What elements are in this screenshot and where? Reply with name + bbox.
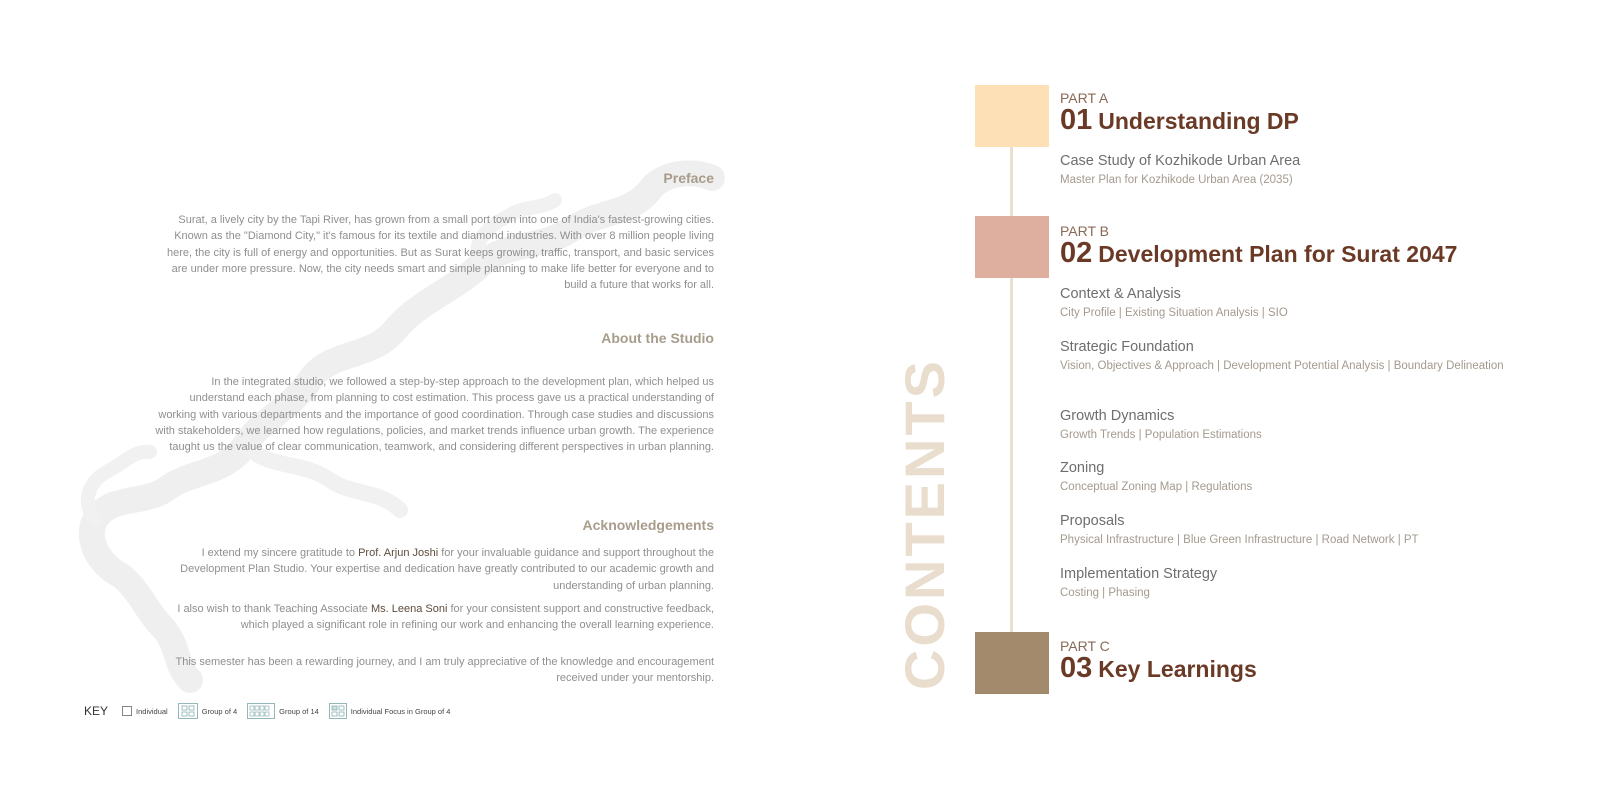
entry-description: Costing | Phasing [1060, 587, 1150, 599]
contents-entry[interactable] [1060, 285, 1510, 321]
key-item-individual-focus [329, 703, 451, 719]
entry-title: Zoning [1060, 460, 1105, 476]
ack-text: I extend my sincere gratitude to [201, 547, 359, 559]
contents-entry[interactable] [1060, 512, 1510, 548]
studio-body: In the integrated studio, we followed a step-by-step approach to the development plan, which helped us understand each phase, from planning to cost estimation. This process gave us a practical understanding of working with various departments and the importance of good coordination. Through case studies and discussions with stakeholders, we learned how regulations, policies, and market trends influence urban growth. The experience taught us the value of clear communication, teamwork, and considering different perspectives in urban planning. [155, 376, 714, 454]
key-legend [84, 703, 460, 719]
entry-title: Growth Dynamics [1060, 408, 1175, 424]
ack-text: for your invaluable guidance and support throughout the Development Plan Studio. Your expertise and dedication have greatly contributed to our academic growth and understanding of urban planning. [180, 547, 714, 592]
timeline-line [1010, 130, 1013, 670]
entry-description: Growth Trends | Population Estimations [1060, 429, 1262, 441]
acknowledgement-paragraph [154, 601, 714, 634]
entry-description: City Profile | Existing Situation Analysis | SIO [1060, 307, 1288, 319]
preface-title: Preface [663, 170, 714, 186]
part-a-color-block [975, 85, 1049, 147]
entry-title: Context & Analysis [1060, 286, 1181, 302]
entry-title: Case Study of Kozhikode Urban Area [1060, 153, 1301, 169]
entry-description: Vision, Objectives & Approach | Development Potential Analysis | Boundary Delineation [1060, 360, 1504, 372]
professor-name: Prof. Arjun Joshi [358, 547, 439, 559]
contents-entry[interactable] [1060, 152, 1510, 188]
entry-title: Implementation Strategy [1060, 566, 1218, 582]
key-item-label: Individual Focus in Group of 4 [350, 706, 451, 716]
part-a-title-text: Understanding DP [1098, 108, 1299, 134]
part-c-title [1060, 654, 1257, 683]
entry-title: Proposals [1060, 513, 1125, 529]
group-of-14-icon [247, 703, 275, 719]
part-a-label: PART A [1060, 90, 1109, 106]
entry-description: Master Plan for Kozhikode Urban Area (2035) [1060, 174, 1293, 186]
contents-entry[interactable] [1060, 565, 1510, 601]
part-b-color-block [975, 216, 1049, 278]
part-c-color-block [975, 632, 1049, 694]
part-c-title-text: Key Learnings [1098, 656, 1257, 682]
studio-title: About the Studio [601, 330, 714, 346]
acknowledgement-paragraph: This semester has been a rewarding journey, and I am truly appreciative of the knowledge and encouragement received under your mentorship. [175, 656, 714, 685]
entry-title: Strategic Foundation [1060, 339, 1194, 355]
part-b-label: PART B [1060, 223, 1110, 239]
ack-text: I also wish to thank Teaching Associate [177, 603, 371, 615]
part-c-label: PART C [1060, 638, 1110, 654]
part-a-heading[interactable] [1060, 90, 1299, 135]
key-item-label: Group of 4 [201, 706, 238, 716]
acknowledgement-paragraph [154, 545, 714, 594]
individual-icon [122, 706, 132, 716]
key-label: KEY [84, 704, 109, 718]
acknowledgements-title: Acknowledgements [582, 517, 714, 533]
part-a-number: 01 [1060, 104, 1093, 136]
part-c-heading[interactable] [1060, 638, 1257, 683]
group-of-4-icon [178, 703, 198, 719]
key-item-individual [122, 706, 168, 716]
associate-name: Ms. Leena Soni [370, 603, 448, 615]
key-item-label: Group of 14 [279, 706, 319, 716]
key-item-group-of-14 [247, 703, 319, 719]
key-item-label: Individual [136, 706, 168, 716]
contents-heading: CONTENTS [893, 358, 956, 690]
part-c-number: 03 [1060, 652, 1093, 684]
part-b-title-text: Development Plan for Surat 2047 [1098, 241, 1458, 267]
part-b-title [1060, 239, 1457, 268]
ack-text: for your consistent support and constructive feedback, which played a significant role in refining our work and enhancing the overall learning experience. [240, 603, 714, 632]
entry-description: Conceptual Zoning Map | Regulations [1060, 481, 1253, 493]
entry-description: Physical Infrastructure | Blue Green Infrastructure | Road Network | PT [1060, 534, 1419, 546]
key-item-group-of-4 [178, 703, 237, 719]
contents-entry[interactable] [1060, 338, 1510, 374]
contents-entry[interactable] [1060, 407, 1510, 443]
individual-focus-icon [329, 703, 347, 719]
part-b-number: 02 [1060, 237, 1093, 269]
contents-entry[interactable] [1060, 459, 1510, 495]
preface-body: Surat, a lively city by the Tapi River, has grown from a small port town into one of India's fastest-growing cities. Known as the "Diamond City," it's famous for its textile and diamond industries. With over 8 million people living here, the city is full of energy and opportunities. But as Surat keeps growing, traffic, transport, and basic services are under more pressure. Now, the city needs smart and simple planning to make life better for everyone and to build a future that works for all. [166, 214, 714, 292]
part-b-heading[interactable] [1060, 223, 1457, 268]
part-a-title [1060, 106, 1299, 135]
